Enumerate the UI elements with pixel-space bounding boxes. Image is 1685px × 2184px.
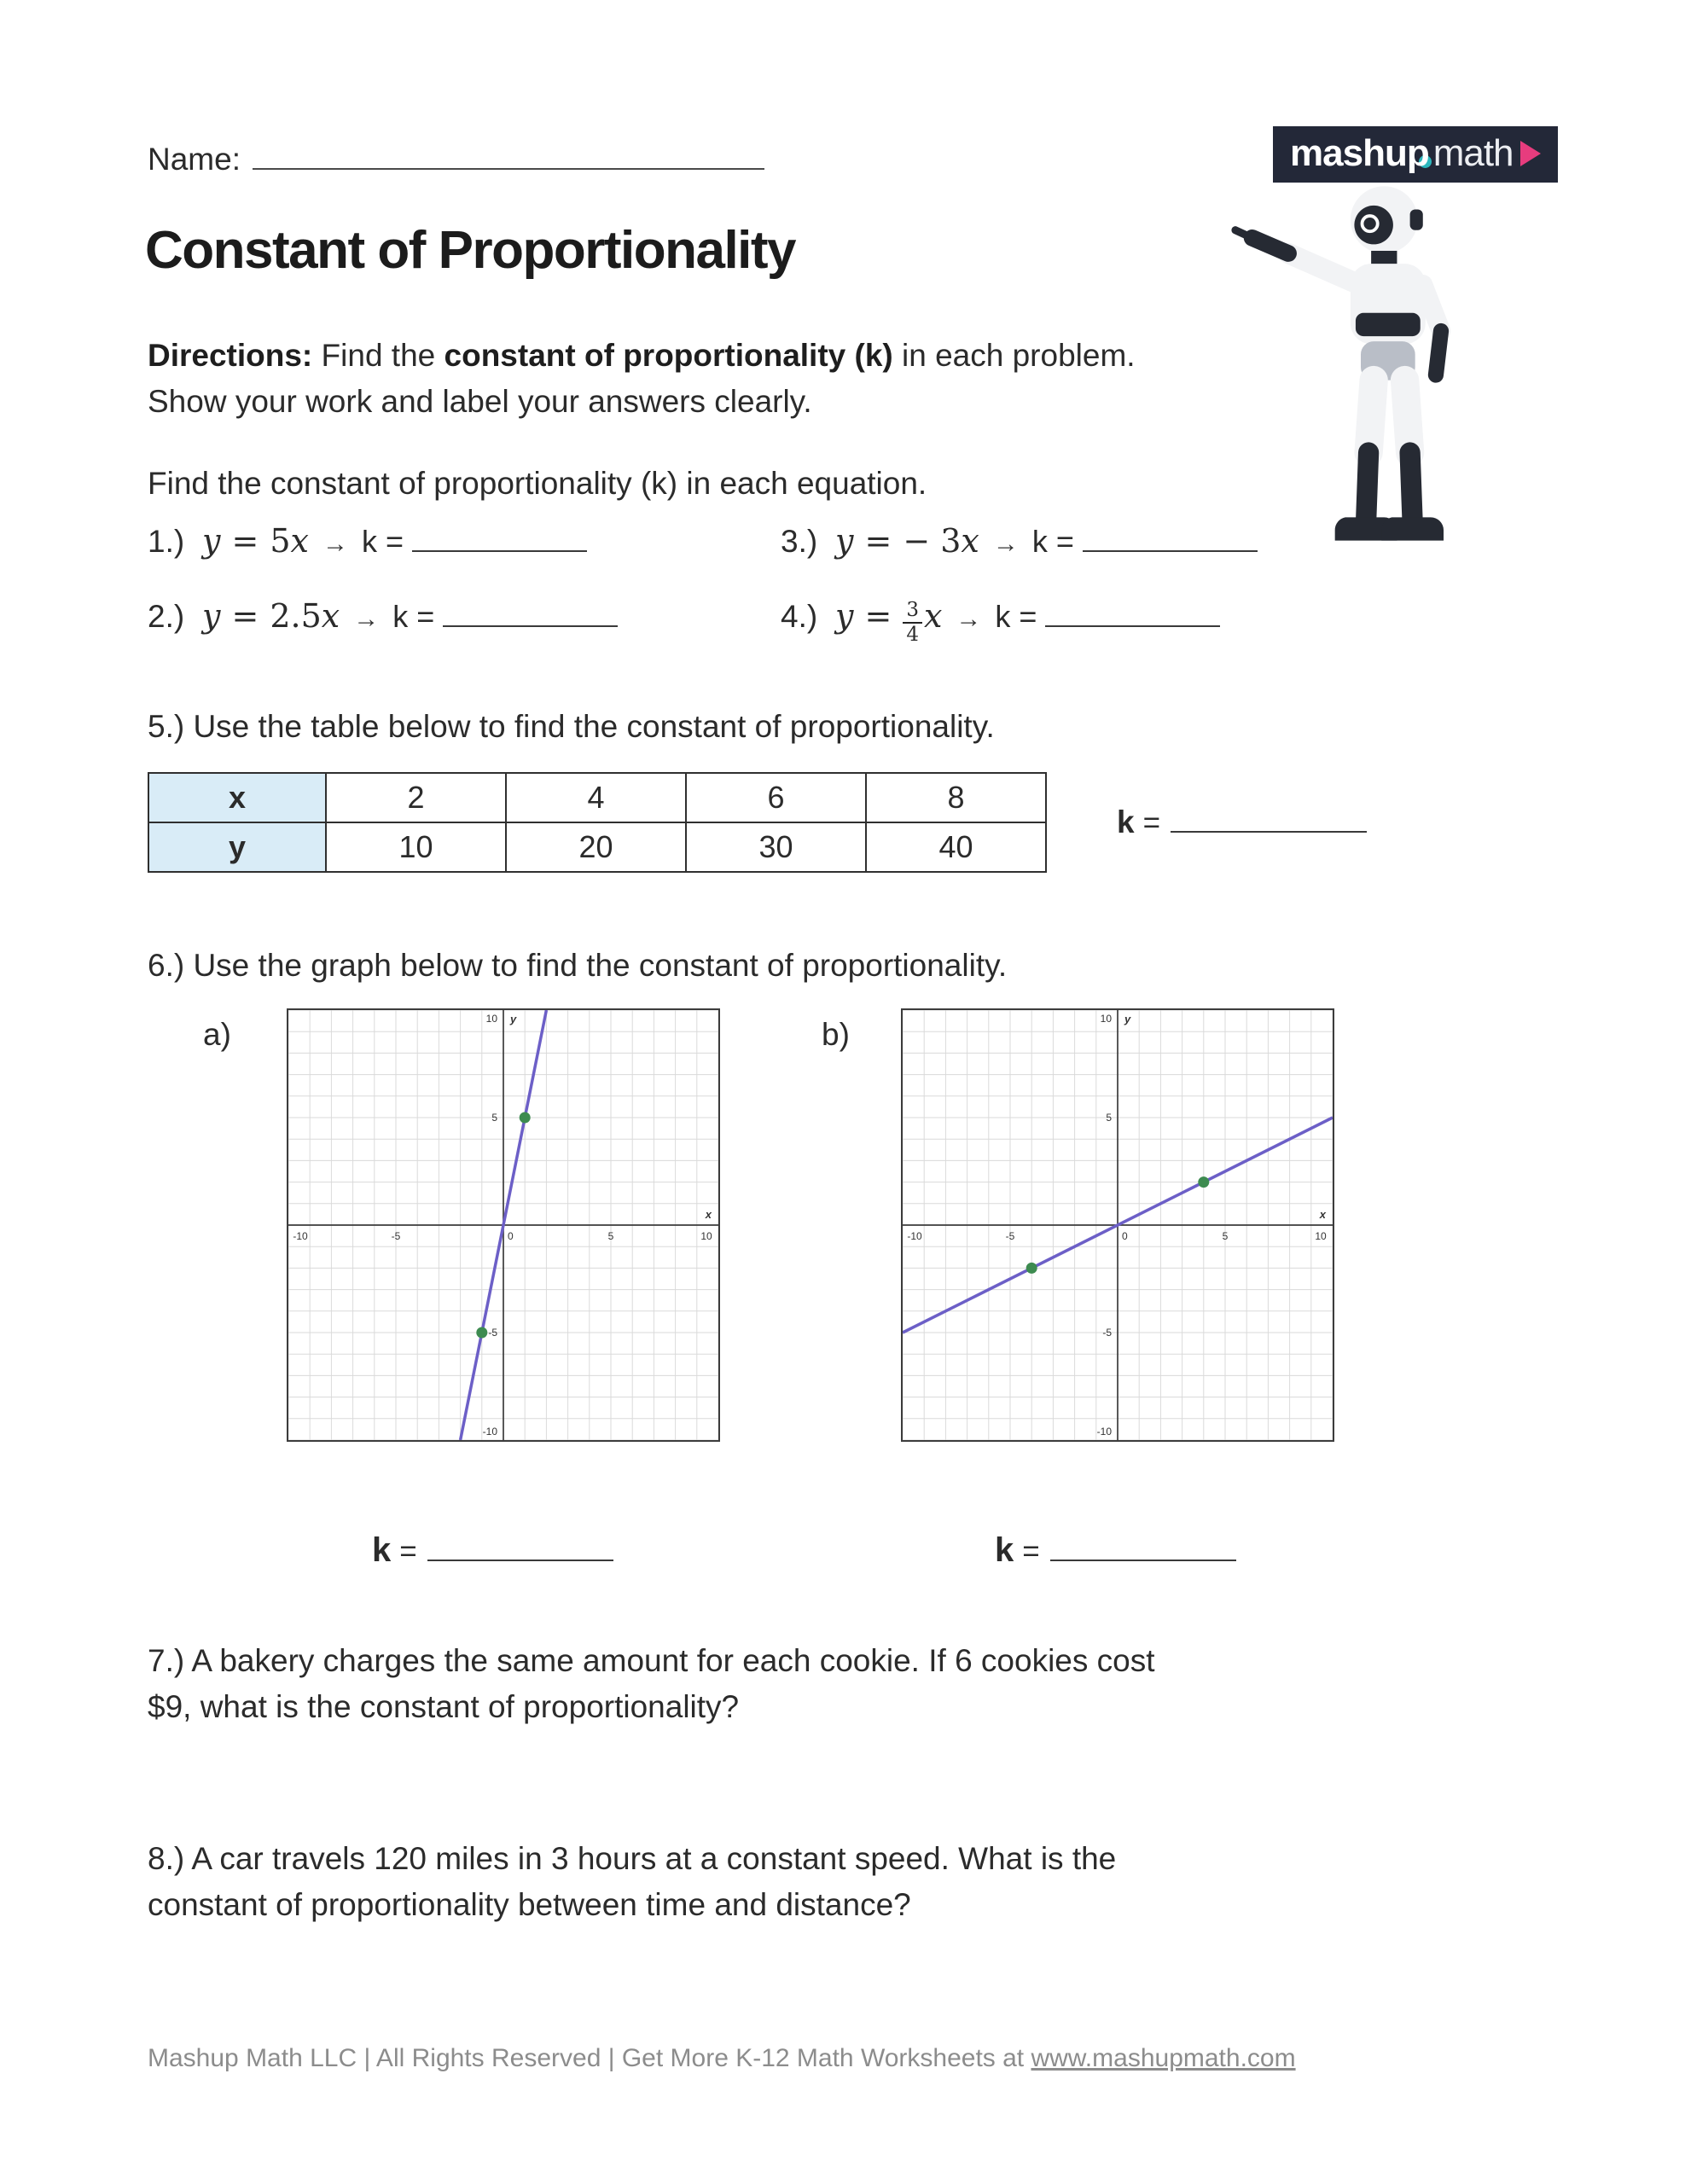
coefficient: 2.5 [270,597,322,635]
k-label [1032,524,1074,560]
k-letter: k [1031,524,1048,559]
table-cell: 8 [866,773,1046,822]
table-cell: 6 [686,773,866,822]
svg-text:5: 5 [1222,1230,1229,1242]
equals-sign: = [1142,806,1161,839]
fraction [903,601,922,645]
math-lhs: y [835,597,854,635]
logo-text-mashup: mashup [1290,132,1429,174]
name-row [148,136,764,183]
equals-sign: = [1022,1535,1040,1568]
svg-text:5: 5 [491,1112,497,1124]
svg-text:10: 10 [700,1230,712,1242]
svg-text:y: y [1124,1013,1131,1025]
equation-number: 1.) [148,524,185,559]
table-cell: 2 [326,773,506,822]
problem5-text: 5.) Use the table below to find the constant of proportionality. [148,709,995,744]
answer-blank-graph-a[interactable] [427,1560,613,1561]
equation-1 [148,522,781,560]
svg-text:-5: -5 [488,1327,497,1339]
svg-text:5: 5 [607,1230,614,1242]
svg-text:-10: -10 [482,1426,497,1438]
graph-a [287,1008,720,1442]
svg-text:10: 10 [1315,1230,1327,1242]
directions-bold-k: constant of proportionality (k) [444,338,893,373]
equals-sign: = [864,522,892,560]
directions-text-a: Find the [312,338,444,373]
k-letter: k [392,599,409,634]
math-lhs: y [202,522,221,560]
math-var: x [321,597,340,635]
k-label [995,599,1037,635]
equation-2 [148,597,781,642]
math-var: x [290,522,309,560]
equation-number: 4.) [781,599,818,634]
svg-text:-5: -5 [1005,1230,1015,1242]
equals-sign: = [1055,524,1074,559]
equals-sign: = [399,1535,417,1568]
arrow-icon: → [992,530,1019,558]
table-header-x: x [148,773,326,822]
robot-svg [1229,171,1493,572]
svg-text:10: 10 [1100,1013,1112,1025]
svg-text:-10: -10 [1096,1426,1112,1438]
graph-b-label: b) [822,1017,850,1052]
k-letter: k [995,1531,1014,1569]
table-row-x [148,773,1046,822]
footer-text: Mashup Math LLC | All Rights Reserved | Get More K-12 Math Worksheets at [148,2044,1031,2072]
robot-illustration [1229,171,1493,576]
equation-4 [781,597,1378,646]
answer-blank-table[interactable] [1171,831,1367,833]
logo-text-math: math [1432,132,1514,174]
problem8-line1: 8.) A car travels 120 miles in 3 hours at a constant speed. What is the [148,1841,1117,1876]
name-blank[interactable] [253,168,764,170]
answer-blank-eq1[interactable] [412,550,587,552]
problem8-line2: constant of proportionality between time and distance? [148,1886,911,1922]
equation-number: 3.) [781,524,818,559]
problem7-text [148,1638,1155,1729]
proportionality-table [148,772,1047,873]
answer-blank-eq2[interactable] [443,625,618,627]
answer-blank-eq4[interactable] [1045,625,1220,627]
k-letter: k [372,1531,392,1569]
equals-sign: = [231,522,259,560]
equals-sign: = [385,524,404,559]
equation-3 [781,522,1378,560]
directions-line1 [148,333,1136,379]
svg-text:-10: -10 [907,1230,922,1242]
svg-text:x: x [705,1208,712,1221]
coefficient: − 3 [903,522,962,560]
equations-section [148,522,1378,646]
svg-text:x: x [1319,1208,1326,1221]
footer-link[interactable]: www.mashupmath.com [1031,2044,1296,2072]
equals-sign: = [1019,599,1037,634]
directions-label: Directions: [148,338,313,373]
svg-text:-5: -5 [391,1230,401,1242]
arrow-icon: → [956,605,982,633]
table-header-y: y [148,822,326,872]
table-cell: 4 [506,773,686,822]
svg-text:-5: -5 [1102,1327,1112,1339]
table-cell: 20 [506,822,686,872]
table-cell: 40 [866,822,1046,872]
k-label [392,599,434,635]
arrow-icon: → [353,605,380,633]
problem7-line1: 7.) A bakery charges the same amount for each cookie. If 6 cookies cost [148,1643,1155,1678]
k-letter: k [1117,804,1135,839]
logo-play-icon [1520,141,1541,166]
graph-a-k-answer [372,1531,613,1570]
svg-text:-10: -10 [293,1230,308,1242]
svg-text:0: 0 [508,1230,514,1242]
k-letter: k [361,524,377,559]
k-letter: k [995,599,1011,634]
fraction-denominator: 4 [906,624,919,646]
math-lhs: y [835,522,854,560]
equals-sign: = [231,597,259,635]
problem7-line2: $9, what is the constant of proportionality? [148,1688,740,1724]
graph-a-label: a) [203,1017,231,1052]
equation-number: 2.) [148,599,185,634]
arrow-icon: → [322,530,348,558]
table-row-y [148,822,1046,872]
problem6-text: 6.) Use the graph below to find the constant of proportionality. [148,948,1008,983]
footer [148,2044,1296,2073]
svg-text:10: 10 [485,1013,497,1025]
graph-b [901,1008,1334,1442]
problem5-table-row [148,772,1367,873]
table-cell: 30 [686,822,866,872]
k-label [362,524,404,560]
answer-blank-graph-b[interactable] [1050,1560,1236,1561]
intro-line: Find the constant of proportionality (k) in each equation. [148,466,927,501]
coefficient: 5 [270,522,291,560]
equals-sign: = [864,597,892,635]
problem8-text [148,1836,1116,1927]
svg-text:0: 0 [1122,1230,1128,1242]
name-label: Name: [148,142,241,177]
table-cell: 10 [326,822,506,872]
svg-text:y: y [510,1013,517,1025]
math-lhs: y [202,597,221,635]
svg-text:5: 5 [1106,1112,1112,1124]
directions-text-b: in each problem. [892,338,1136,373]
equals-sign: = [416,599,435,634]
answer-blank-eq3[interactable] [1083,550,1258,552]
directions-line2: Show your work and label your answers clearly. [148,383,812,419]
fraction-numerator: 3 [903,601,922,624]
page-title: Constant of Proportionality [145,221,796,280]
directions [148,333,1136,424]
math-var: x [923,597,943,635]
math-var: x [961,522,979,560]
table-k-answer [1117,804,1367,840]
graph-b-k-answer [995,1531,1236,1570]
